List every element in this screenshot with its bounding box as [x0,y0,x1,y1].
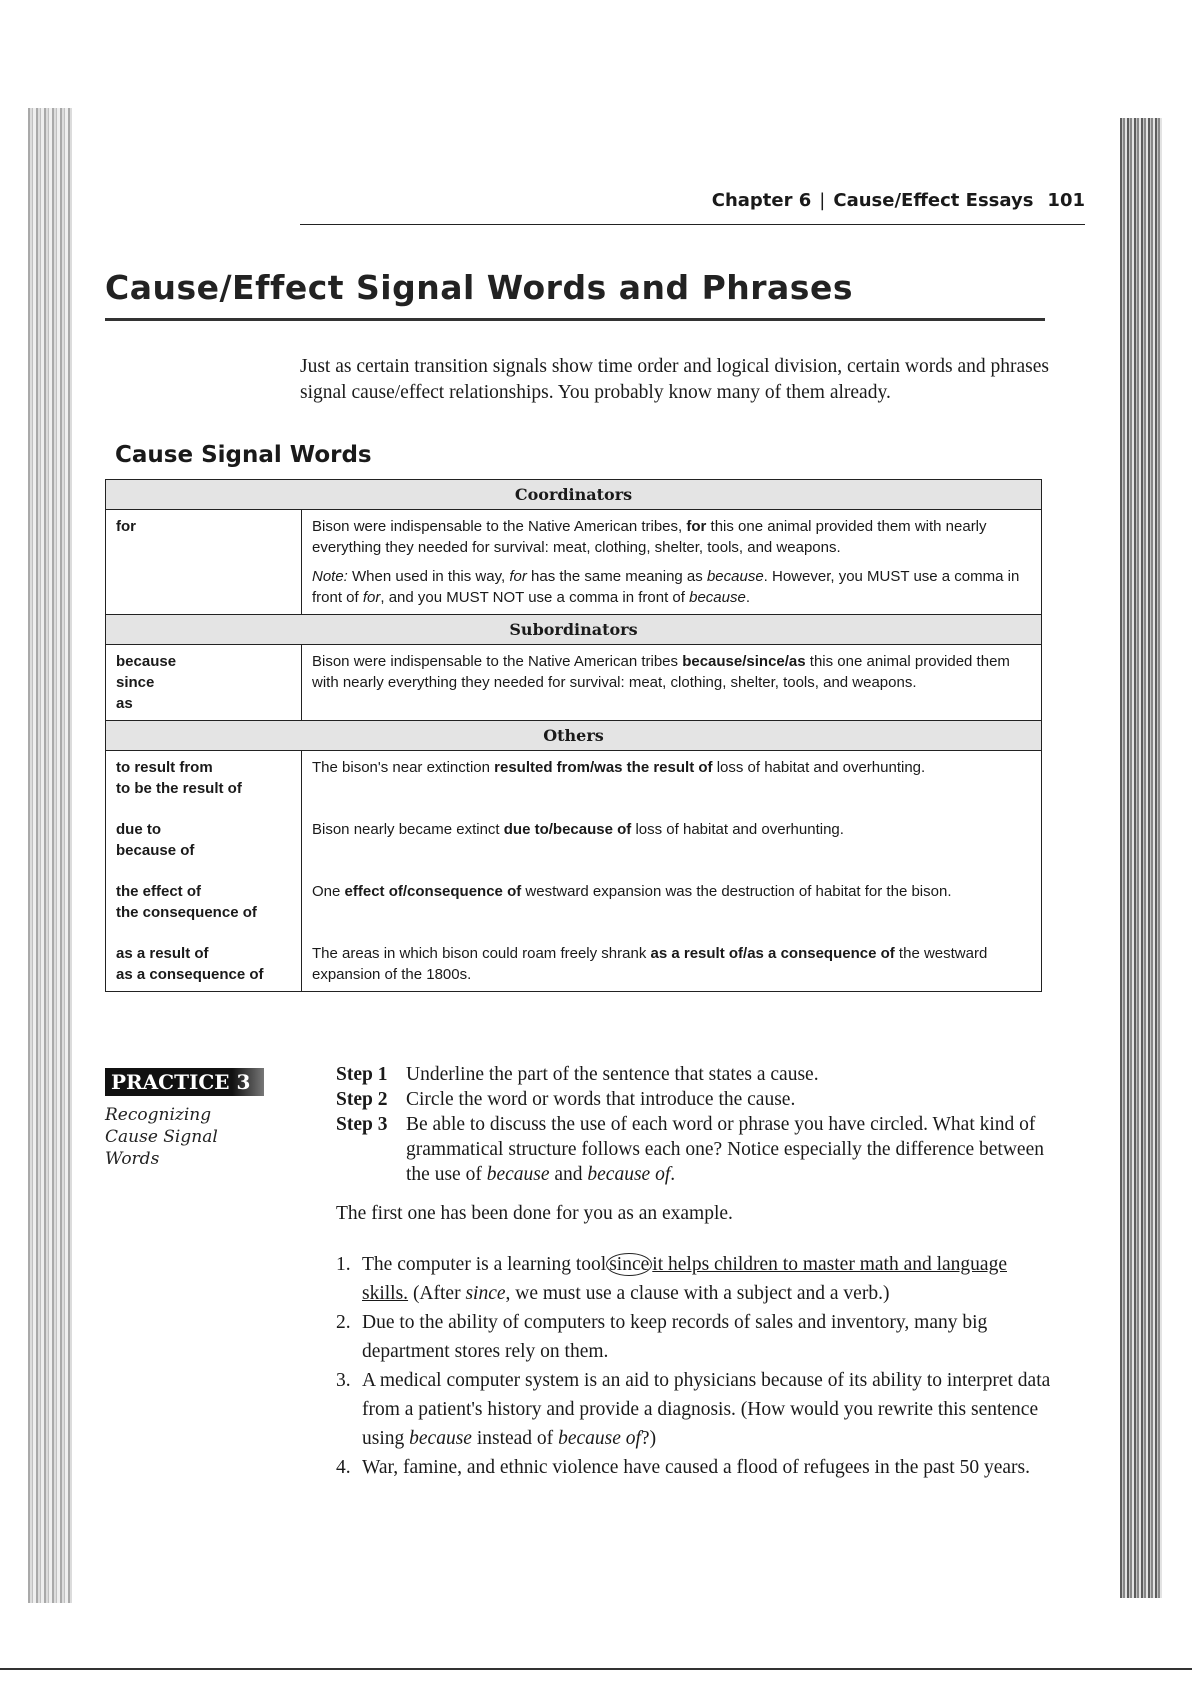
scan-shadow-right [1120,118,1162,1598]
running-head [300,190,1085,225]
term: because [116,653,177,670]
list-item: 3. A medical computer system is an aid to physicians because of its ability to interpret data from a patient's history and provide a diagnosis. (How would you rewrite this sentence using because instead of because of?) [336,1370,1051,1449]
practice-steps [336,1062,1056,1187]
section-label: Cause/Effect Essays [833,190,1034,211]
table-heading-coordinators: Coordinators [106,480,1042,510]
intro-paragraph: Just as certain transition signals show time order and logical division, certain words and phrases signal cause/effect relationships. You probably know many of them already. [300,356,1049,403]
example-cell [302,645,1042,721]
practice-sidebar [105,1068,295,1170]
example-sentence: Bison nearly became extinct due to/because of loss of habitat and overhunting. [312,821,844,838]
list-item: 4. War, famine, and ethnic violence have caused a flood of refugees in the past 50 years. [336,1457,1030,1478]
term: since [116,674,155,691]
underlined-cause: it helps children to master math and language skills. [362,1254,1007,1304]
step-3: Step 3 Be able to discuss the use of each word or phrase you have circled. What kind of grammatical structure follows each one? Notice especially the difference between the use of because and because of. [336,1114,1044,1185]
example-note: The first one has been done for you as an example. [336,1203,733,1224]
term-cell [106,645,302,721]
chapter-label: Chapter 6 [711,190,812,211]
example-sentence: Bison were indispensable to the Native American tribes because/since/as this one animal provided them with nearly everything they needed for survival: meat, clothing, shelter, tools, and weapons. [312,653,1010,691]
usage-note: Note: When used in this way, for has the same meaning as because. However, you MUST use a comma in front of for, and you MUST NOT use a comma in front of because. [312,568,1020,606]
circled-word: since [606,1253,652,1276]
table-row [106,751,1042,992]
example-sentence: One effect of/consequence of westward expansion was the destruction of habitat for the bison. [312,883,952,900]
table-heading-subordinators: Subordinators [106,615,1042,645]
term-cell: to result from to be the result of due to because of the effect of the consequence of as a result of as a consequence of [106,751,302,992]
example-cell [302,751,1042,992]
table-heading-others: Others [106,721,1042,751]
scan-shadow-left [28,108,72,1603]
table-row [106,645,1042,721]
page-number: 101 [1047,190,1085,211]
section-title: Cause/Effect Signal Words and Phrases [105,268,853,307]
practice-badge: PRACTICE 3 [105,1068,264,1096]
subsection-title: Cause Signal Words [115,442,372,468]
example-cell [302,510,1042,615]
term: as [116,695,133,712]
table-row [106,510,1042,615]
step-1: Step 1 Underline the part of the sentence that states a cause. [336,1064,819,1085]
cause-signal-table [105,479,1042,992]
example-sentence: The bison's near extinction resulted from/was the result of loss of habitat and overhunting. [312,759,926,776]
term-cell [106,510,302,615]
exercise-list [336,1250,1056,1482]
bottom-rule [0,1668,1192,1670]
list-item: 2. Due to the ability of computers to keep records of sales and inventory, many big department stores rely on them. [336,1312,988,1362]
header-separator: | [819,190,826,211]
term: for [116,518,136,535]
step-2: Step 2 Circle the word or words that introduce the cause. [336,1089,796,1110]
title-rule [105,318,1045,321]
example-sentence: The areas in which bison could roam freely shrank as a result of/as a consequence of the westward expansion of the 1800s. [312,945,988,983]
list-item: 1. The computer is a learning tool since it helps children to master math and language skills. (After since, we must use a clause with a subject and a verb.) [336,1254,1007,1304]
practice-subtitle: Recognizing Cause Signal Words [105,1105,218,1169]
example-sentence: Bison were indispensable to the Native American tribes, for this one animal provided them with nearly everything they needed for survival: meat, clothing, shelter, tools, and weapons. [312,518,987,556]
